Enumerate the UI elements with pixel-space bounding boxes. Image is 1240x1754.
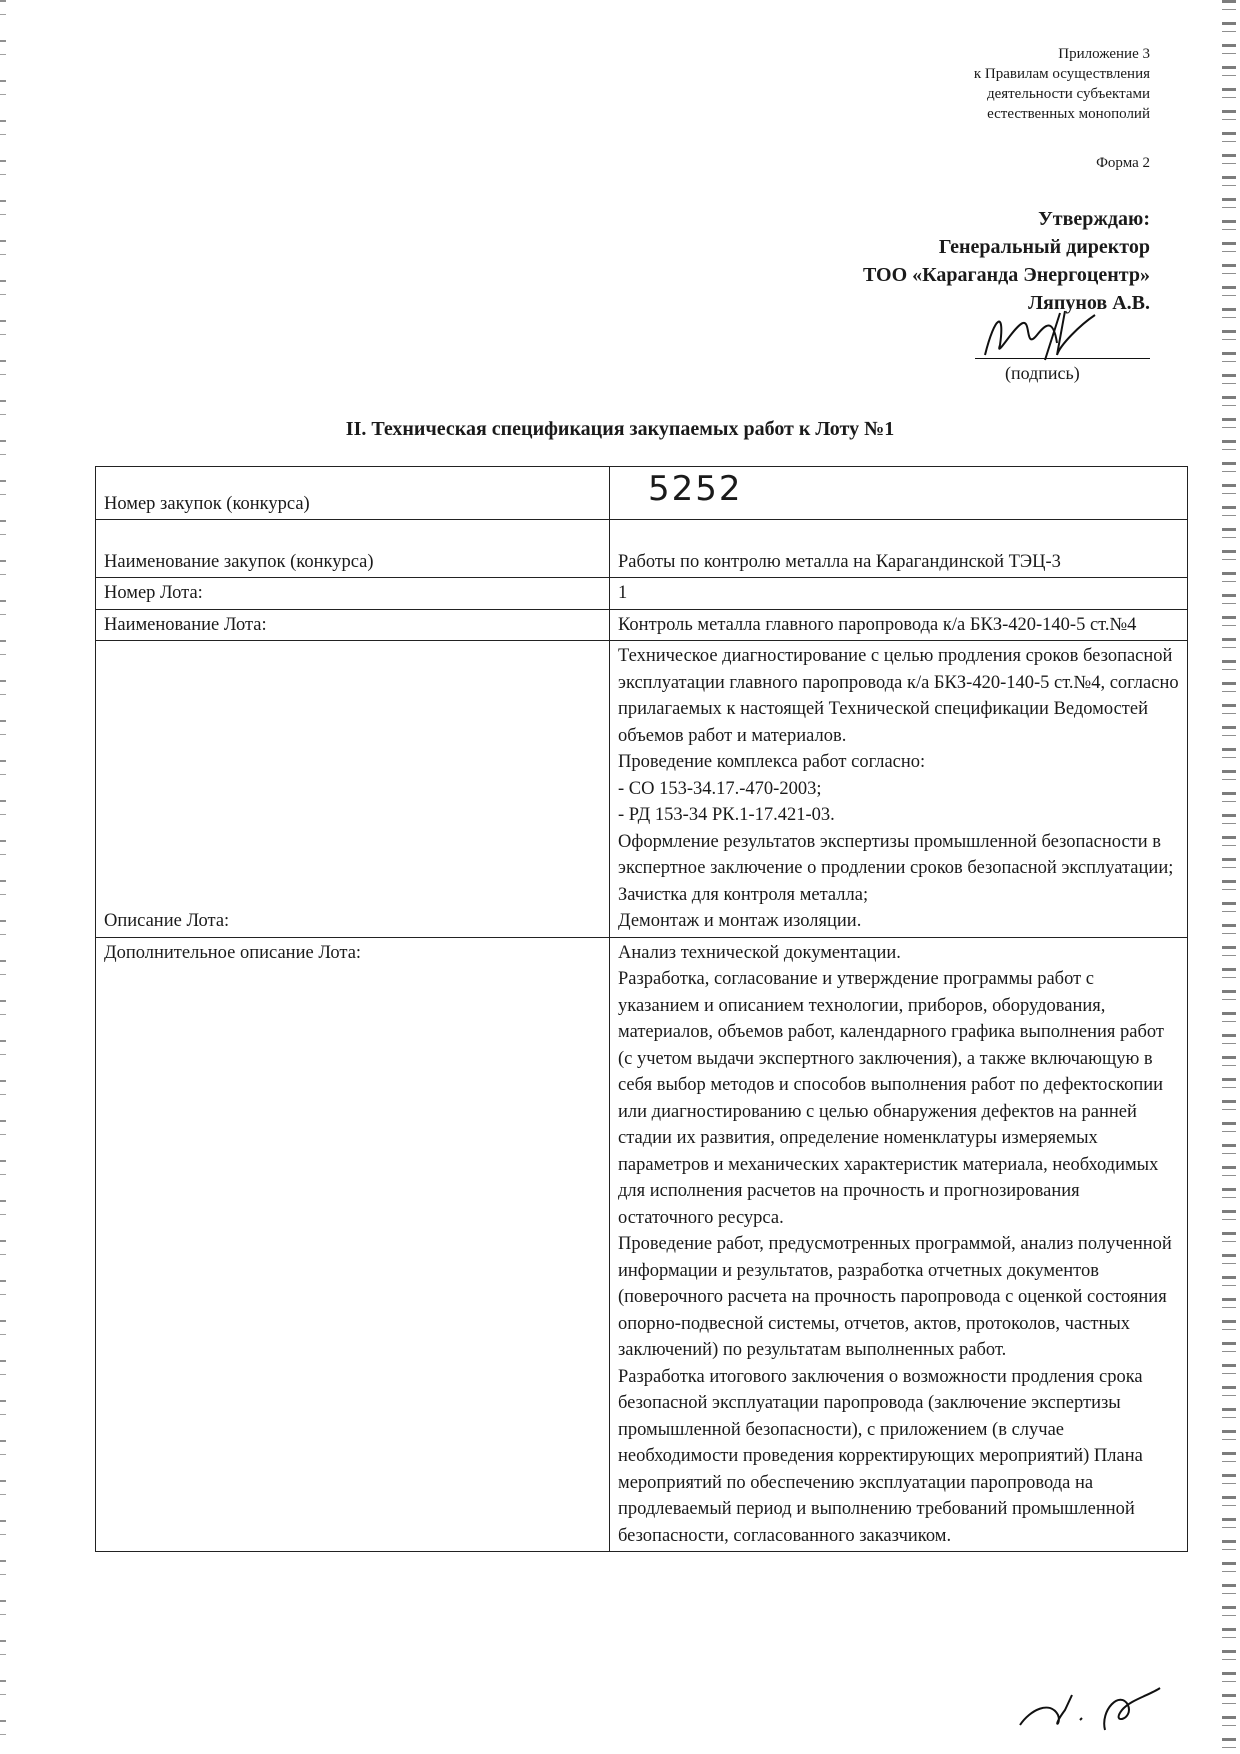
- table-row: [96, 937, 1188, 1552]
- lot-description-paragraph: Техническое диагностирование с целью продления сроков безопасной эксплуатации главного паропровода к/а БКЗ-420-140-5 ст.№4, согласно прилагаемых к настоящей Технической спецификации Ведомостей объемов работ и материалов.: [618, 646, 1179, 746]
- table-row: [96, 578, 1188, 610]
- row-value: [610, 937, 1188, 1552]
- lot-description-paragraph: Проведение комплекса работ согласно:: [618, 752, 926, 772]
- lot-description-paragraph: - СО 153-34.17.-470-2003;: [618, 778, 822, 799]
- additional-description-paragraph: Разработка, согласование и утверждение программы работ с указанием и описанием технологии, приборов, оборудования, материалов, объемов работ, календарного графика выполнения работ (с учетом выдачи экспертного заключения), а также включающую в себя выбор методов и способов выполнения работ по дефектоскопии или диагностированию с целью обнаружения дефектов на ранней стадии их развития, определение номенклатуры измеряемых параметров и механических характеристик материала, необходимых для исполнения расчетов на прочность и прогнозирования остаточного ресурса.: [618, 969, 1164, 1228]
- appendix-line: естественных монополий: [987, 106, 1150, 122]
- appendix-line: Приложение 3: [1058, 46, 1150, 62]
- row-label: Дополнительное описание Лота:: [96, 937, 610, 1552]
- table-row: [96, 520, 1188, 578]
- lot-description-paragraph: Оформление результатов экспертизы промышленной безопасности в экспертное заключение о продлении сроков безопасной эксплуатации;: [618, 831, 1174, 878]
- spec-table: [95, 466, 1188, 1552]
- lot-description-paragraph: - РД 153-34 РК.1-17.421-03.: [618, 805, 835, 825]
- purchase-number: 5252: [648, 469, 743, 509]
- director-signature: [965, 305, 1115, 363]
- table-row: [96, 467, 1188, 520]
- scan-edge-right: [1222, 0, 1236, 1754]
- form-number: Форма 2: [1096, 155, 1150, 171]
- approval-line: ТОО «Караганда Энергоцентр»: [862, 264, 1150, 286]
- row-value: [610, 467, 1188, 520]
- additional-description-paragraph: Анализ технической документации.: [618, 942, 901, 963]
- appendix-block: [974, 44, 1150, 124]
- lot-description-paragraph: Зачистка для контроля металла;: [618, 884, 869, 905]
- row-label: Номер закупок (конкурса): [96, 467, 610, 520]
- table-row: [96, 641, 1188, 938]
- row-label: Номер Лота:: [96, 578, 610, 610]
- appendix-line: к Правилам осуществления: [973, 66, 1150, 82]
- approval-line: Ляпунов А.В.: [1028, 292, 1150, 314]
- approval-block: [863, 205, 1150, 317]
- signature-line: [975, 358, 1150, 359]
- row-value: [610, 641, 1188, 938]
- approval-line: Утверждаю:: [1038, 208, 1150, 230]
- row-value: Контроль металла главного паропровода к/а БКЗ-420-140-5 ст.№4: [610, 609, 1188, 641]
- row-label: Наименование Лота:: [96, 609, 610, 641]
- lot-description-paragraph: Демонтаж и монтаж изоляции.: [618, 911, 862, 931]
- page-initials-signature: [1010, 1680, 1170, 1740]
- appendix-line: деятельности субъектами: [986, 86, 1150, 102]
- table-row: [96, 609, 1188, 641]
- approval-line: Генеральный директор: [938, 236, 1150, 258]
- row-label: Описание Лота:: [96, 641, 610, 938]
- additional-description-paragraph: Проведение работ, предусмотренных программой, анализ полученной информации и результатов, разработка отчетных документов (поверочного расчета на прочность паропровода с оценкой состояния опорно-подвесной системы, отчетов, актов, протоколов, частных заключений) по результатам выполненных работ.: [618, 1234, 1172, 1360]
- additional-description-paragraph: Разработка итогового заключения о возможности продления срока безопасной эксплуатации паропровода (заключение экспертизы промышленной безопасности), с приложением (в случае необходимости проведения корректирующих мероприятий) Плана мероприятий по обеспечению эксплуатации паропровода на продлеваемый период и выполнению требований промышленной безопасности, согласованного заказчиком.: [618, 1366, 1143, 1546]
- row-label: Наименование закупок (конкурса): [96, 520, 610, 578]
- row-value: Работы по контролю металла на Карагандинской ТЭЦ-3: [610, 520, 1188, 578]
- scan-edge-left: [0, 0, 6, 1754]
- row-value: 1: [610, 578, 1188, 610]
- signature-caption: (подпись): [1005, 363, 1080, 383]
- document-title: II. Техническая спецификация закупаемых работ к Лоту №1: [345, 418, 895, 440]
